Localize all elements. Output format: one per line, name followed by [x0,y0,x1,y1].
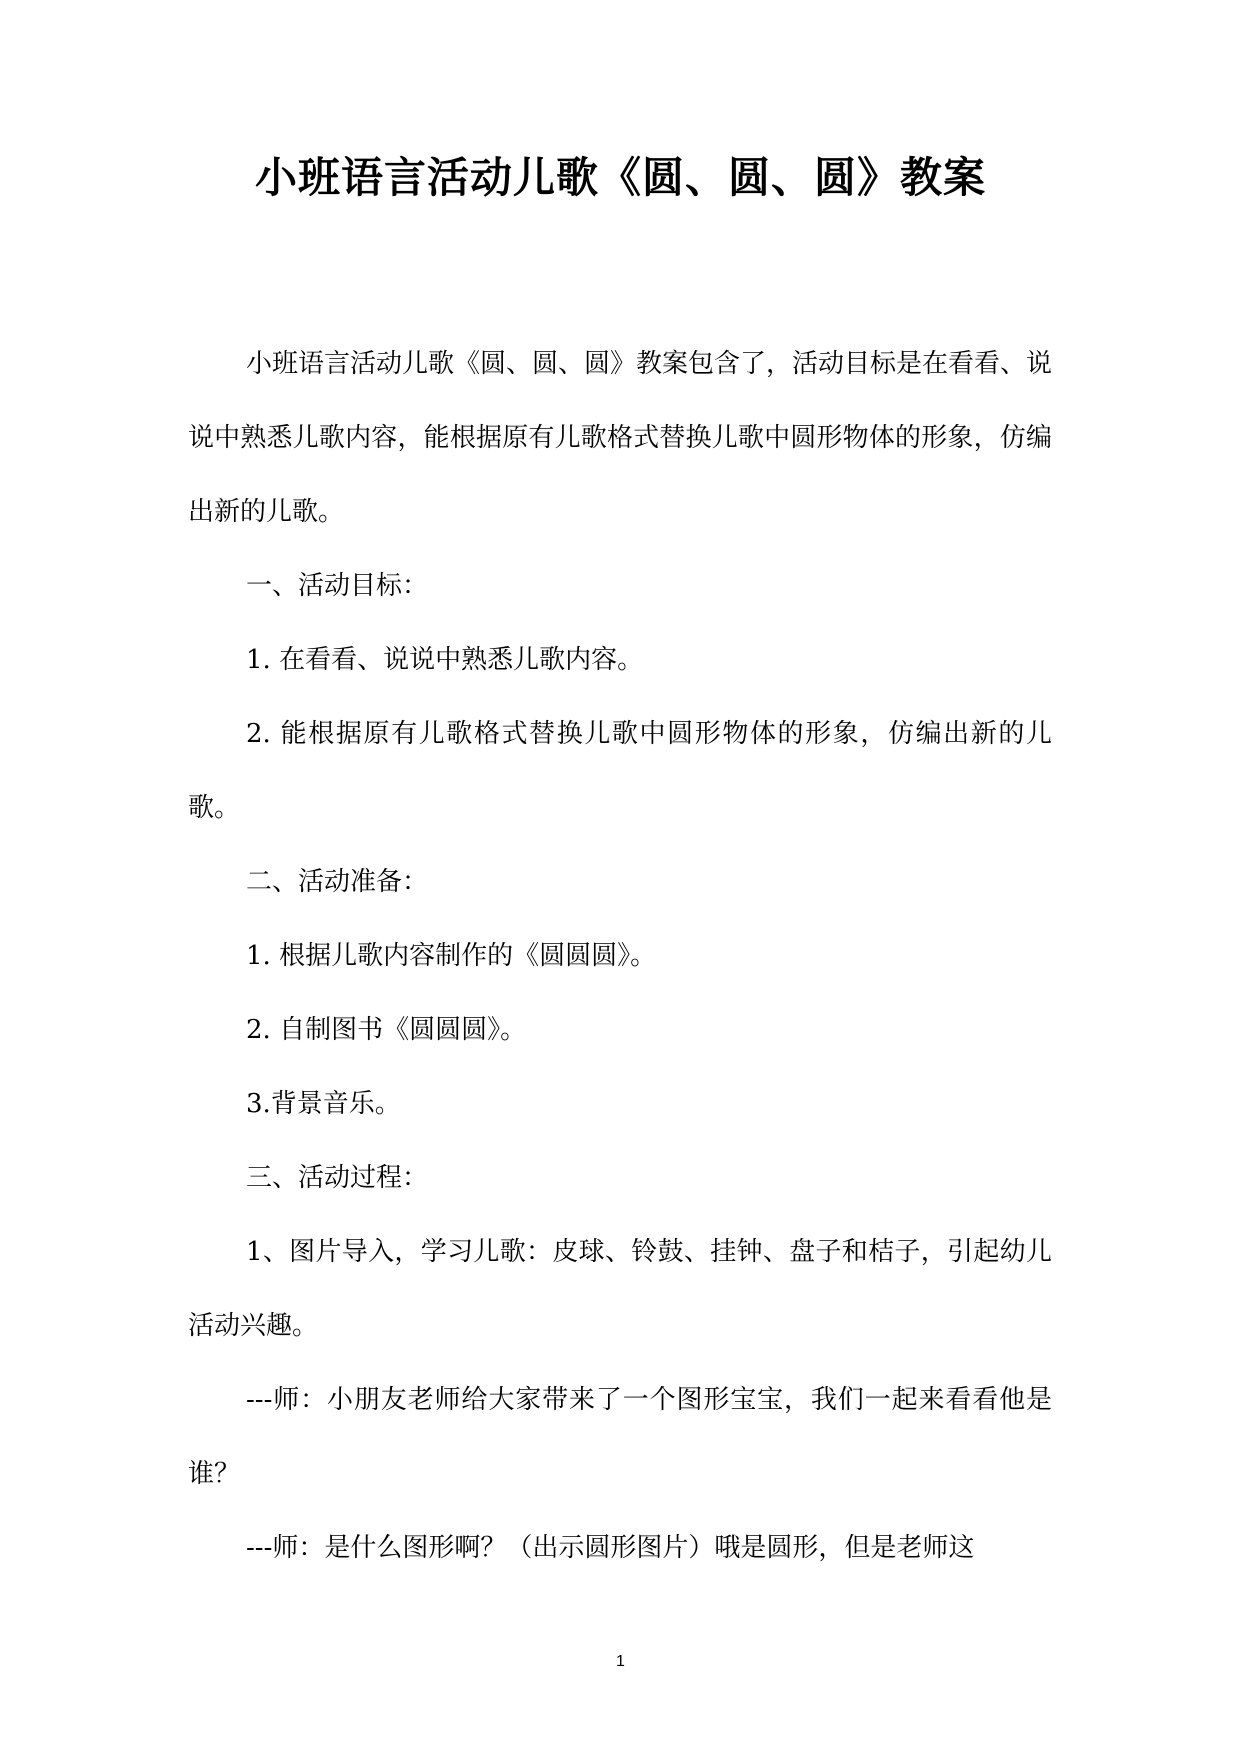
paragraph-teacher-line-1: ---师：小朋友老师给大家带来了一个图形宝宝，我们一起来看看他是谁？ [188,1385,1052,1489]
heading-activity-process: 三、活动过程： [246,1163,429,1193]
list-item-goal-1: 1. 在看看、说说中熟悉儿歌内容。 [246,645,644,675]
paragraph-process-step-1: 1、图片导入，学习儿歌：皮球、铃鼓、挂钟、盘子和桔子，引起幼儿活动兴趣。 [188,1237,1052,1341]
list-item-prep-2: 2. 自制图书《圆圆圆》。 [246,1015,527,1045]
heading-activity-goals: 一、活动目标： [246,571,429,601]
paragraph-teacher-line-2: ---师：是什么图形啊？（出示圆形图片）哦是圆形，但是老师这 [246,1533,975,1563]
list-item-goal-2: 2. 能根据原有儿歌格式替换儿歌中圆形物体的形象，仿编出新的儿歌。 [188,719,1052,823]
list-item-prep-3: 3.背景音乐。 [246,1089,401,1119]
document-title: 小班语言活动儿歌《圆、圆、圆》教案 [254,153,986,202]
page-number: 1 [616,1653,625,1670]
heading-activity-preparation: 二、活动准备： [246,867,429,897]
document-body [188,327,1052,1585]
list-item-prep-1: 1. 根据儿歌内容制作的《圆圆圆》。 [246,941,657,971]
paragraph-intro: 小班语言活动儿歌《圆、圆、圆》教案包含了，活动目标是在看看、说说中熟悉儿歌内容，能根据原有儿歌格式替换儿歌中圆形物体的形象，仿编出新的儿歌。 [188,349,1053,527]
